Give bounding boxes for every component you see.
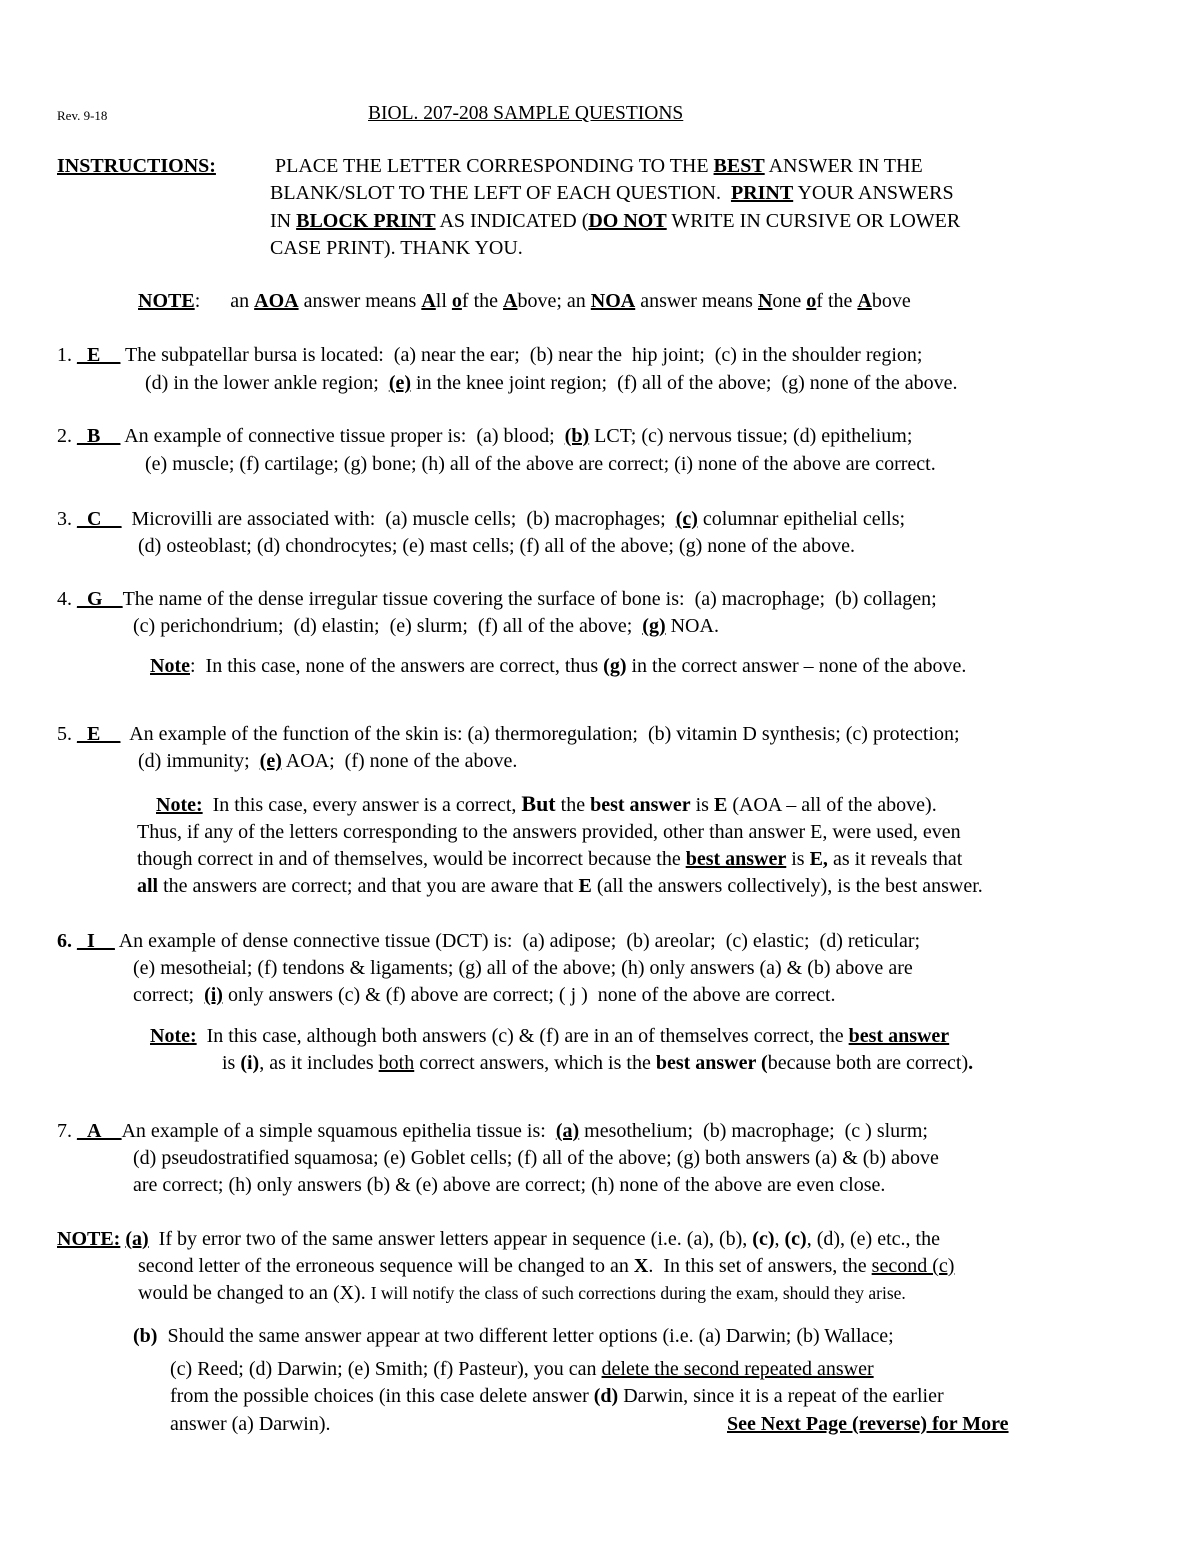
question-4: 4. _G__The name of the dense irregular tissue covering the surface of bone is: (a) macrophage; (b) collagen; bbox=[57, 588, 937, 610]
question-4-line-2: (c) perichondrium; (d) elastin; (e) slurm; (f) all of the above; (g) NOA. bbox=[133, 615, 719, 637]
question-7-line-3: are correct; (h) only answers (b) & (e) above are correct; (h) none of the above are even close. bbox=[133, 1174, 886, 1196]
question-7: 7. _A__An example of a simple squamous epithelia tissue is: (a) mesothelium; (b) macrophage; (c ) slurm; bbox=[57, 1120, 928, 1142]
question-2-line-2: (e) muscle; (f) cartilage; (g) bone; (h) all of the above are correct; (i) none of the above are correct. bbox=[145, 453, 936, 475]
question-5-line-2: (d) immunity; (e) AOA; (f) none of the above. bbox=[138, 750, 518, 772]
question-4-note: Note: In this case, none of the answers are correct, thus (g) in the correct answer – none of the above. bbox=[150, 655, 967, 677]
question-3-line-2: (d) osteoblast; (d) chondrocytes; (e) mast cells; (f) all of the above; (g) none of the above. bbox=[138, 535, 855, 557]
question-5: 5. _E__ An example of the function of the skin is: (a) thermoregulation; (b) vitamin D synthesis; (c) protection; bbox=[57, 723, 960, 745]
question-1: 1. _E__ The subpatellar bursa is located: (a) near the ear; (b) near the hip joint; (c) in the shoulder region; bbox=[57, 344, 923, 366]
note-repeat-line-4: answer (a) Darwin). bbox=[170, 1413, 331, 1435]
question-7-line-2: (d) pseudostratified squamosa; (e) Goblet cells; (f) all of the above; (g) both answers (a) & (b) above bbox=[133, 1147, 939, 1169]
note-repeat-line-1: (b) Should the same answer appear at two different letter options (i.e. (a) Darwin; (b) Wallace; bbox=[133, 1325, 894, 1347]
instructions-line-4: CASE PRINT). THANK YOU. bbox=[270, 237, 523, 259]
question-1-line-2: (d) in the lower ankle region; (e) in the knee joint region; (f) all of the above; (g) none of the above. bbox=[145, 372, 958, 394]
note-duplicates-line-3: would be changed to an (X). I will notify the class of such corrections during the exam, should they arise. bbox=[138, 1282, 906, 1304]
question-5-note-line-2: Thus, if any of the letters corresponding to the answers provided, other than answer E, were used, even bbox=[137, 821, 961, 843]
note-duplicates-line-1: NOTE: (a) If by error two of the same answer letters appear in sequence (i.e. (a), (b), (c), (c), (d), (e) etc., the bbox=[57, 1228, 940, 1250]
revision-label: Rev. 9-18 bbox=[57, 108, 108, 123]
note-repeat-line-3: from the possible choices (in this case delete answer (d) Darwin, since it is a repeat of the earlier bbox=[170, 1385, 944, 1407]
question-6-note-line-1: Note: In this case, although both answers (c) & (f) are in an of themselves correct, the best answer bbox=[150, 1025, 950, 1047]
note-repeat-line-2: (c) Reed; (d) Darwin; (e) Smith; (f) Pasteur), you can delete the second repeated answer bbox=[170, 1358, 874, 1380]
instructions-label: INSTRUCTIONS: bbox=[57, 155, 216, 177]
instructions-line-1: PLACE THE LETTER CORRESPONDING TO THE BEST ANSWER IN THE bbox=[275, 155, 923, 177]
instructions-line-2: BLANK/SLOT TO THE LEFT OF EACH QUESTION. PRINT YOUR ANSWERS bbox=[270, 182, 954, 204]
note-aoa-noa: NOTE: an AOA answer means All of the Above; an NOA answer means None of the Above bbox=[138, 290, 911, 312]
question-3: 3. _C__ Microvilli are associated with: (a) muscle cells; (b) macrophages; (c) columnar epithelial cells; bbox=[57, 508, 906, 530]
question-5-note-line-4: all the answers are correct; and that you are aware that E (all the answers collectively), is the best answer. bbox=[137, 875, 983, 897]
question-6-line-3: correct; (i) only answers (c) & (f) above are correct; ( j ) none of the above are correct. bbox=[133, 984, 836, 1006]
instructions-line-3: IN BLOCK PRINT AS INDICATED (DO NOT WRITE IN CURSIVE OR LOWER bbox=[270, 210, 961, 232]
see-next-page-link: See Next Page (reverse) for More bbox=[727, 1413, 1009, 1435]
question-2: 2. _B__ An example of connective tissue proper is: (a) blood; (b) LCT; (c) nervous tissue; (d) epithelium; bbox=[57, 425, 913, 447]
note-duplicates-line-2: second letter of the erroneous sequence will be changed to an X. In this set of answers, the second (c) bbox=[138, 1255, 955, 1277]
question-5-note-line-1: Note: In this case, every answer is a correct, But the best answer is E (AOA – all of the above). bbox=[156, 791, 937, 816]
page-title: BIOL. 207-208 SAMPLE QUESTIONS bbox=[368, 103, 684, 124]
question-5-note-line-3: though correct in and of themselves, would be incorrect because the best answer is E, as it reveals that bbox=[137, 848, 963, 870]
question-6-line-2: (e) mesotheial; (f) tendons & ligaments; (g) all of the above; (h) only answers (a) & (b) above are bbox=[133, 957, 913, 979]
question-6: 6. _I__ An example of dense connective tissue (DCT) is: (a) adipose; (b) areolar; (c) elastic; (d) reticular; bbox=[57, 930, 921, 952]
question-6-note-line-2: is (i), as it includes both correct answers, which is the best answer (because both are correct). bbox=[222, 1052, 974, 1074]
